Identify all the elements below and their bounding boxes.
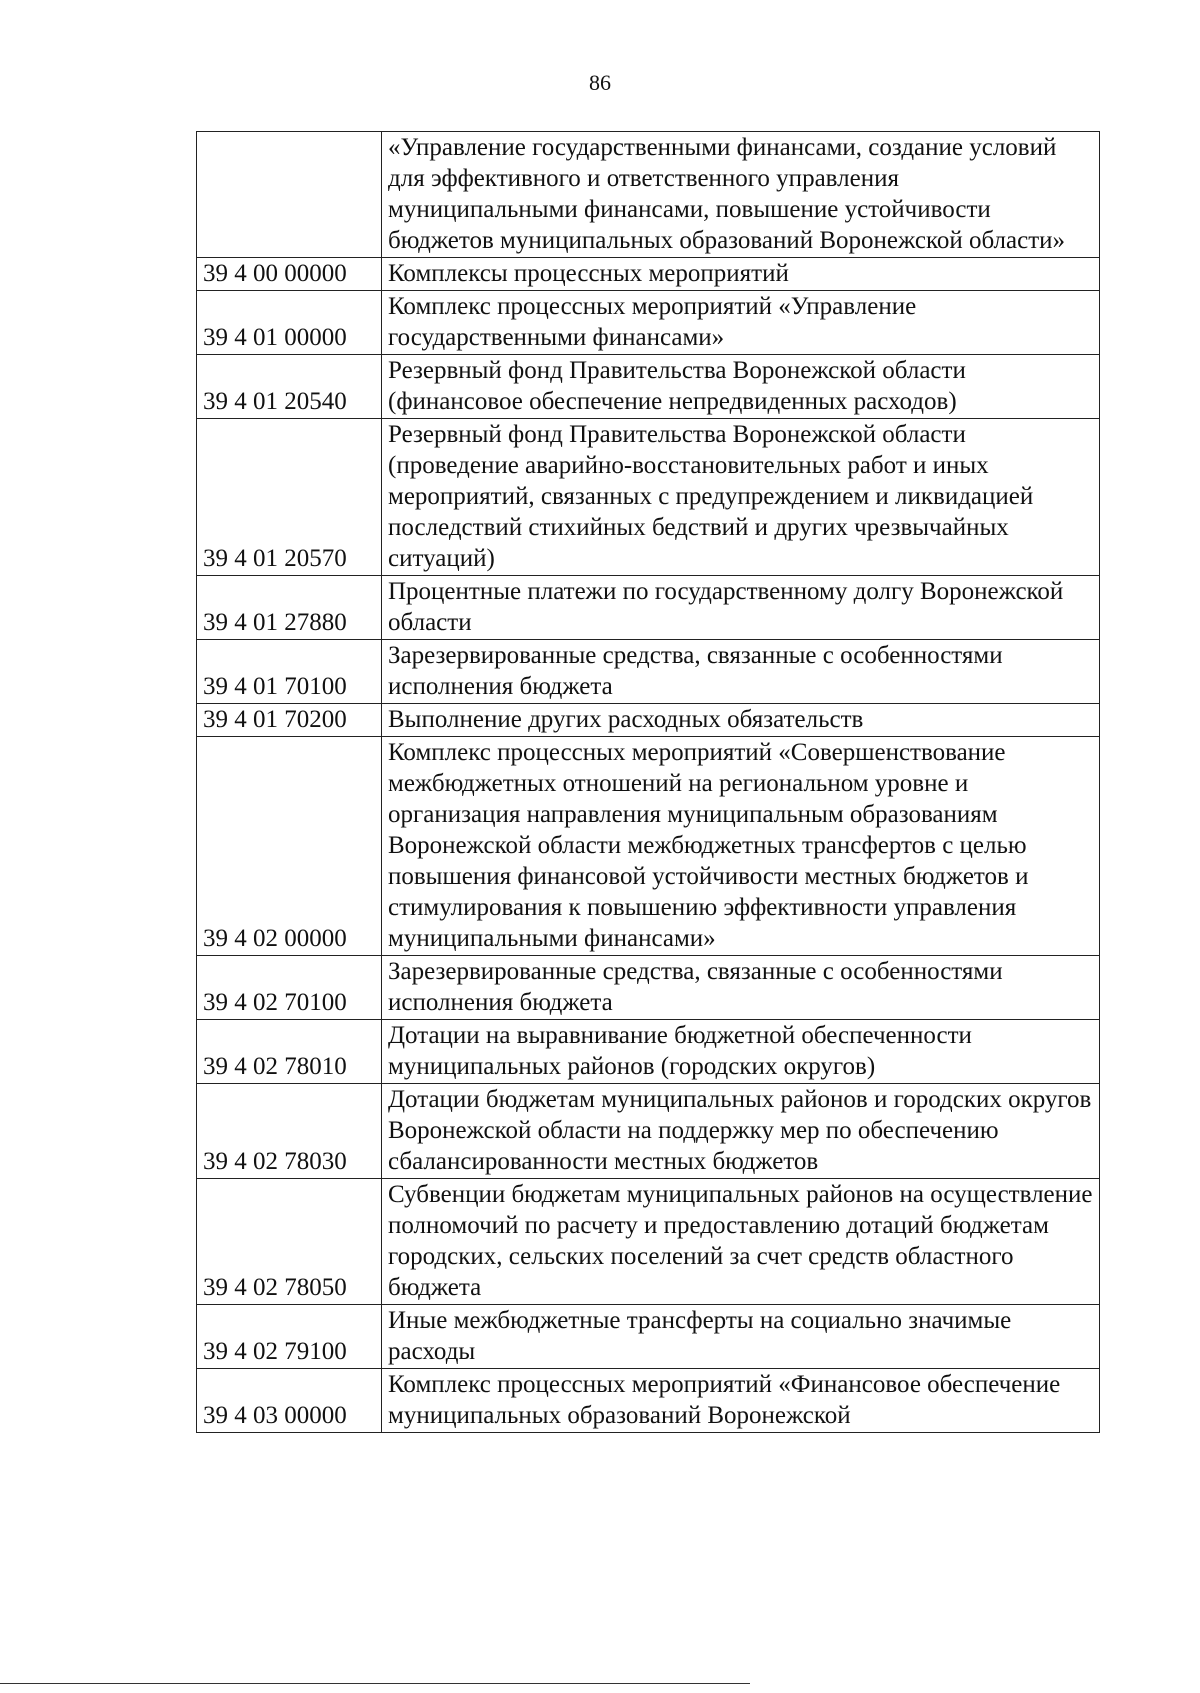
code-cell bbox=[197, 132, 382, 258]
description-cell: Комплекс процессных мероприятий «Управление государственными финансами» bbox=[382, 291, 1100, 355]
code-cell: 39 4 01 20540 bbox=[197, 355, 382, 419]
table-row bbox=[197, 1179, 1100, 1305]
code-cell: 39 4 01 70100 bbox=[197, 640, 382, 704]
code-cell: 39 4 02 00000 bbox=[197, 737, 382, 956]
description-cell: Комплекс процессных мероприятий «Финансовое обеспечение муниципальных образований Воронежской bbox=[382, 1369, 1100, 1433]
table-row bbox=[197, 355, 1100, 419]
table-row bbox=[197, 640, 1100, 704]
code-cell: 39 4 01 70200 bbox=[197, 704, 382, 737]
table-row bbox=[197, 1084, 1100, 1179]
table-row bbox=[197, 132, 1100, 258]
page-number: 86 bbox=[589, 70, 611, 95]
table-row bbox=[197, 956, 1100, 1020]
code-cell: 39 4 01 20570 bbox=[197, 419, 382, 576]
bottom-rule bbox=[0, 1683, 750, 1684]
code-cell: 39 4 01 27880 bbox=[197, 576, 382, 640]
table-row bbox=[197, 1020, 1100, 1084]
code-cell: 39 4 02 78050 bbox=[197, 1179, 382, 1305]
code-cell: 39 4 02 78010 bbox=[197, 1020, 382, 1084]
table-row bbox=[197, 419, 1100, 576]
code-cell: 39 4 01 00000 bbox=[197, 291, 382, 355]
description-cell: Дотации на выравнивание бюджетной обеспеченности муниципальных районов (городских округов) bbox=[382, 1020, 1100, 1084]
table-row bbox=[197, 576, 1100, 640]
description-cell: Иные межбюджетные трансферты на социально значимые расходы bbox=[382, 1305, 1100, 1369]
budget-code-table bbox=[196, 131, 1100, 1433]
table-row bbox=[197, 1305, 1100, 1369]
description-cell: Комплекс процессных мероприятий «Совершенствование межбюджетных отношений на региональном уровне и организация направления муниципальным образованиям Воронежской области межбюджетных трансфертов с целью повышения финансовой устойчивости местных бюджетов и стимулирования к повышению эффективности управления муниципальными финансами» bbox=[382, 737, 1100, 956]
description-cell: Резервный фонд Правительства Воронежской области (финансовое обеспечение непредвиденных расходов) bbox=[382, 355, 1100, 419]
description-cell: Зарезервированные средства, связанные с особенностями исполнения бюджета bbox=[382, 640, 1100, 704]
code-cell: 39 4 02 79100 bbox=[197, 1305, 382, 1369]
table-row bbox=[197, 291, 1100, 355]
description-cell: «Управление государственными финансами, создание условий для эффективного и ответственного управления муниципальными финансами, повышение устойчивости бюджетов муниципальных образований Воронежской области» bbox=[382, 132, 1100, 258]
table-row bbox=[197, 704, 1100, 737]
table-row bbox=[197, 258, 1100, 291]
code-cell: 39 4 02 70100 bbox=[197, 956, 382, 1020]
description-cell: Субвенции бюджетам муниципальных районов на осуществление полномочий по расчету и предоставлению дотаций бюджетам городских, сельских поселений за счет средств областного бюджета bbox=[382, 1179, 1100, 1305]
table-row bbox=[197, 737, 1100, 956]
description-cell: Выполнение других расходных обязательств bbox=[382, 704, 1100, 737]
code-cell: 39 4 00 00000 bbox=[197, 258, 382, 291]
description-cell: Комплексы процессных мероприятий bbox=[382, 258, 1100, 291]
code-cell: 39 4 02 78030 bbox=[197, 1084, 382, 1179]
description-cell: Процентные платежи по государственному долгу Воронежской области bbox=[382, 576, 1100, 640]
description-cell: Зарезервированные средства, связанные с особенностями исполнения бюджета bbox=[382, 956, 1100, 1020]
description-cell: Резервный фонд Правительства Воронежской области (проведение аварийно-восстановительных работ и иных мероприятий, связанных с предупреждением и ликвидацией последствий стихийных бедствий и других чрезвычайных ситуаций) bbox=[382, 419, 1100, 576]
code-cell: 39 4 03 00000 bbox=[197, 1369, 382, 1433]
table-row bbox=[197, 1369, 1100, 1433]
description-cell: Дотации бюджетам муниципальных районов и городских округов Воронежской области на поддержку мер по обеспечению сбалансированности местных бюджетов bbox=[382, 1084, 1100, 1179]
